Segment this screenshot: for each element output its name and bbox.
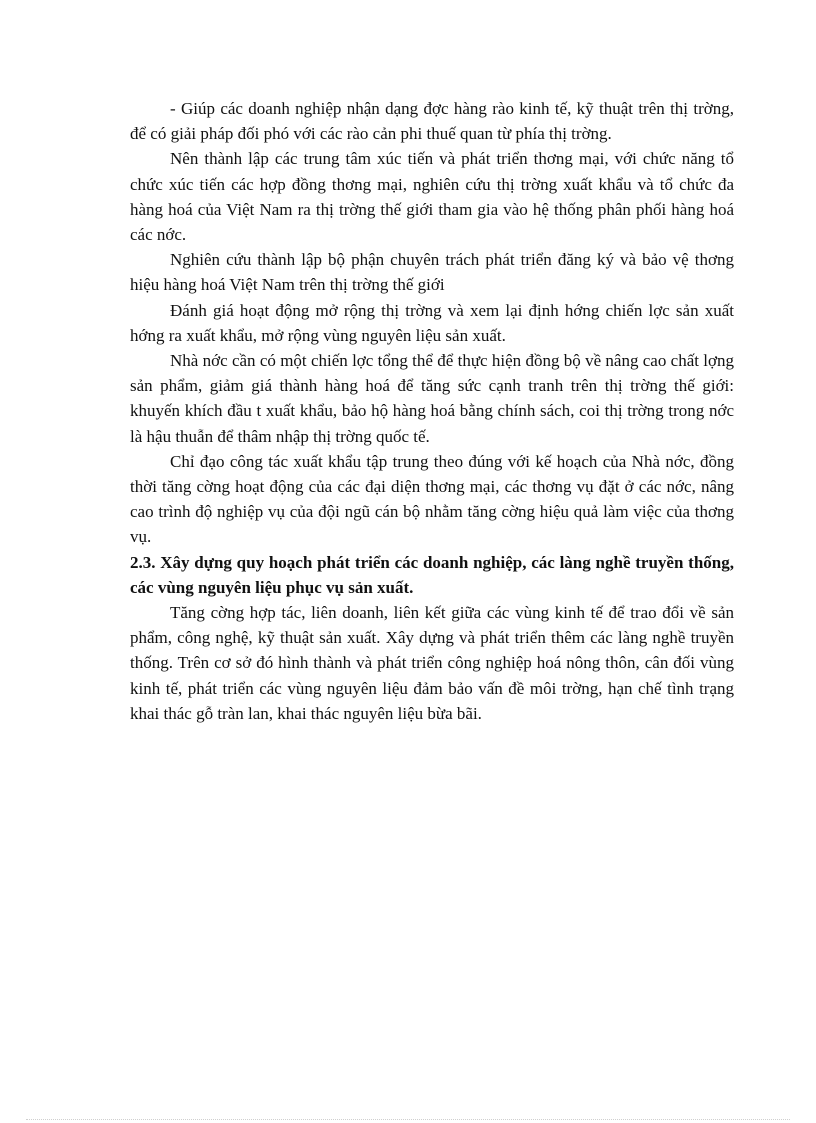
paragraph-regional-cooperation: Tăng cờng hợp tác, liên doanh, liên kết giữa các vùng kinh tế để trao đổi về sản phẩm, công nghệ, kỹ thuật sản xuất. Xây dựng và phát triển thêm các làng nghề truyền thống. Trên cơ sở đó hình thành và phát triển công nghiệp hoá nông thôn, cân đối vùng kinh tế, phát triển các vùng nguyên liệu đảm bảo vấn đề môi trờng, hạn chế tình trạng khai thác gỗ tràn lan, khai thác nguyên liệu bừa bãi. — [130, 603, 734, 723]
paragraph-trade-promotion-centers: Nên thành lập các trung tâm xúc tiến và phát triển thơng mại, với chức năng tổ chức xúc tiến các hợp đồng thơng mại, nghiên cứu thị trờng xuất khẩu và tổ chức đa hàng hoá của Việt Nam ra thị trờng thế giới tham gia vào hệ thống phân phối hàng hoá các nớc. — [130, 149, 734, 245]
paragraph-export-direction: Chỉ đạo công tác xuất khẩu tập trung theo đúng với kế hoạch của Nhà nớc, đồng thời tăng cờng hoạt động của các đại diện thơng mại, các thơng vụ đặt ở các nớc, nâng cao trình độ nghiệp vụ của đội ngũ cán bộ nhằm tăng cờng hiệu quả làm việc của thơng vụ. — [130, 451, 734, 547]
paragraph-state-strategy: Nhà nớc cần có một chiến lợc tổng thể để thực hiện đồng bộ về nâng cao chất lợng sản phẩm, giảm giá thành hàng hoá để tăng sức cạnh tranh trên thị trờng thế giới: khuyến khích đầu t xuất khẩu, bảo hộ hàng hoá bằng chính sách, coi thị trờng trong nớc là hậu thuẫn để thâm nhập thị trờng quốc tế. — [130, 351, 734, 446]
document-page — [130, 96, 734, 726]
paragraph-market-expansion: Đánh giá hoạt động mở rộng thị trờng và xem lại định hớng chiến lợc sản xuất hớng ra xuất khẩu, mở rộng vùng nguyên liệu sản xuất. — [130, 300, 734, 345]
paragraph-brand-protection: Nghiên cứu thành lập bộ phận chuyên trách phát triển đăng ký và bảo vệ thơng hiệu hàng hoá Việt Nam trên thị trờng thế giới — [130, 250, 734, 295]
page-bottom-divider — [26, 1119, 790, 1120]
section-heading: 2.3. Xây dựng quy hoạch phát triển các doanh nghiệp, các làng nghề truyền thống, các vùng nguyên liệu phục vụ sản xuất. — [130, 552, 734, 597]
paragraph-trade-barriers: - Giúp các doanh nghiệp nhận dạng đợc hàng rào kinh tế, kỹ thuật trên thị trờng, để có giải pháp đối phó với các rào cản phi thuế quan từ phía thị trờng. — [130, 99, 734, 144]
